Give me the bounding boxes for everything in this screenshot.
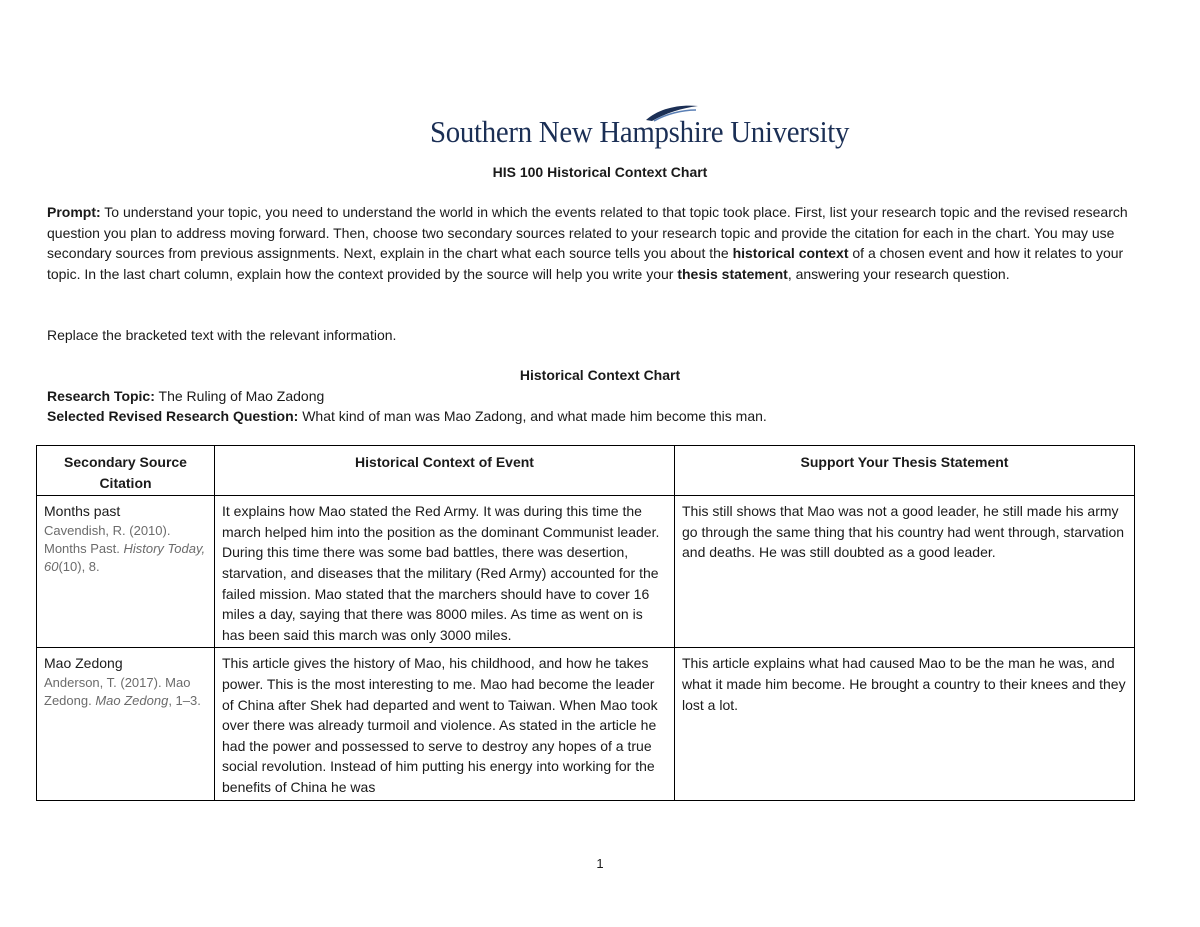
source-title: Mao Zedong (44, 655, 123, 672)
page-number: 1 (596, 856, 604, 871)
header-historical-context: Historical Context of Event (215, 446, 675, 496)
document-title: HIS 100 Historical Context Chart (492, 164, 708, 180)
historical-context-table (36, 445, 1135, 801)
research-topic (47, 388, 324, 404)
source-cell (37, 648, 215, 800)
citation-issue: (10), 8. (58, 558, 100, 574)
prompt-bold-thesis-statement: thesis statement (677, 265, 788, 282)
prompt-text-1: To understand your topic, you need to understand the world in which the events related to that topic took place. First, list your research topic and the revised research question you plan to address moving forward. Then, choose two secondary sources related to your research topic and provide the citation for each in the chart. You may use secondary sources from previous assignments. Next, explain in the chart what each source tells you about the (47, 204, 1128, 262)
table-row (37, 496, 1135, 648)
chart-heading: Historical Context Chart (519, 367, 681, 383)
prompt-label: Prompt: (47, 204, 101, 220)
source-cell (37, 496, 215, 648)
header-source-citation: Secondary Source Citation (37, 446, 215, 496)
header-thesis-support: Support Your Thesis Statement (675, 446, 1135, 496)
citation-issue: , 1–3. (168, 692, 201, 708)
thesis-cell: This article explains what had caused Mao to be the man he was, and what it made him become. He brought a country to their knees and they lost a lot. (675, 648, 1135, 800)
context-cell: This article gives the history of Mao, his childhood, and how he takes power. This is the most interesting to me. Mao had become the leader of China after Shek had departed and went to Taiwan. When Mao took over there was already turmoil and violence. As stated in the article he had the power and possessed to serve to destroy any hopes of a true social revolution. Instead of him putting his energy into working for the benefits of China he was (215, 648, 675, 800)
citation-journal: History Today, 60 (44, 540, 206, 574)
citation-journal: Mao Zedong (95, 692, 169, 708)
thesis-cell: This still shows that Mao was not a good leader, he still made his army go through the same thing that his country had went through, starvation and deaths. He was still doubted as a good leader. (675, 496, 1135, 648)
table-row (37, 648, 1135, 800)
prompt-text-2: of a chosen event and how it relates to your topic. In the last chart column, explain how the context provided by the source will help you write your (47, 245, 1124, 282)
citation-text: Anderson, T. (2017). Mao Zedong. (44, 674, 191, 708)
source-title: Months past (44, 503, 121, 520)
research-question-label: Selected Revised Research Question: (47, 408, 299, 424)
replace-instruction: Replace the bracketed text with the relevant information. (47, 327, 397, 343)
research-topic-label: Research Topic: (47, 388, 155, 404)
source-citation (44, 674, 207, 710)
university-logo (430, 104, 850, 154)
prompt-text-3: , answering your research question. (787, 265, 1010, 282)
research-question-value: What kind of man was Mao Zadong, and what made him become this man. (298, 408, 767, 424)
prompt-paragraph (47, 202, 1157, 284)
research-question (47, 408, 767, 424)
table-header-row (37, 446, 1135, 496)
context-cell: It explains how Mao stated the Red Army. It was during this time the march helped him into the position as the dominant Communist leader. During this time there was some bad battles, there was desertion, starvation, and diseases that the military (Red Army) accounted for the failed mission. Mao stated that the marchers should have to cover 16 miles a day, saying that there was 8000 miles. As time as went on is has been said this march was only 3000 miles. (215, 496, 675, 648)
logo-wordmark: Southern New Hampshire University (430, 114, 850, 149)
citation-text: Cavendish, R. (2010). Months Past. (44, 522, 171, 556)
research-topic-value: The Ruling of Mao Zadong (154, 388, 325, 404)
source-citation (44, 522, 207, 576)
prompt-bold-historical-context: historical context (732, 245, 849, 262)
